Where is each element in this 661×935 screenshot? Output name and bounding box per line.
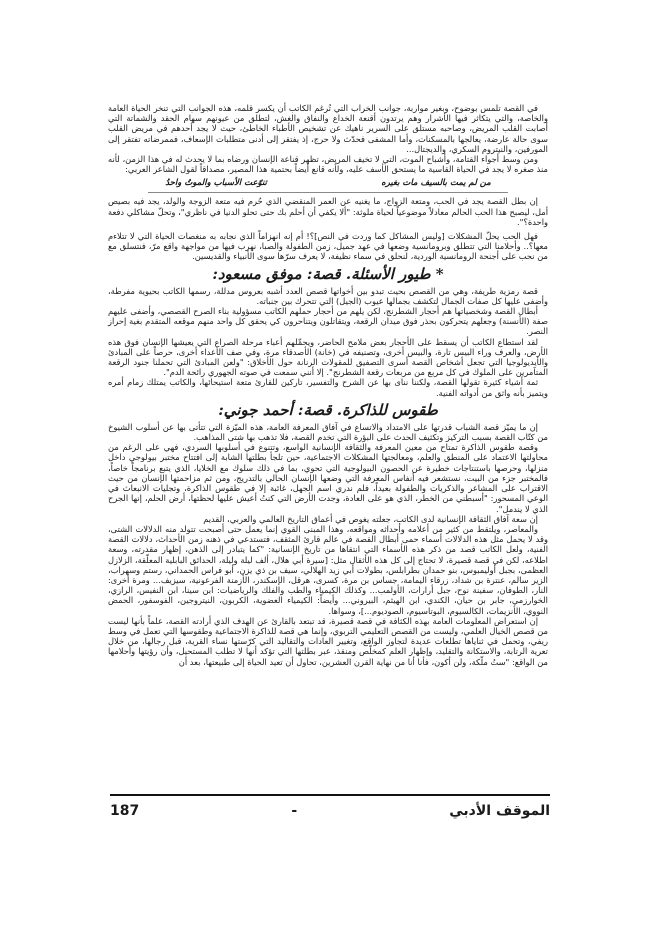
magazine-name: الموقف الأدبي	[449, 803, 550, 819]
paragraph: قصة رمزية طريفة، وهي من القصص بحيث تبدو بين أخواتها قصص العدد أشبه بعروس مدللة، رسمها الكاتب بحيوية مفرطة، وأضفى عليها كل صفات الجمال لتكشف بجمالها عيوب (الجيل) التي تتحرك بين جنباته.	[108, 285, 548, 306]
poem-verse	[108, 178, 548, 188]
paragraph: إن ما يميّز قصة الشباب قدرتها على الامتداد والاتساع في آفاق المعرفة العامة، هذه الميّزة التي تتأتى بها عن أسلوب الشيوخ من كتّاب القصة بسبب التركيز وتكثيف الحدث على البؤرة التي تخدم القصة، فلا تذهب بها شتى المذاهب.	[108, 421, 548, 443]
paragraph: إن بطل القصة يجد في الحب، ومتعة الزواج، ما يغنيه عن العمر المنقضي الذي حُرم فيه متعة الزوجة والولد، يجد فيه بصيص أمل، ليصبح هذا الحب الحالم معادلاً موضوعياً لحياة ملوثة: "ألا يكفي أن أحلم بك حتى تحلو الدنيا في ناظري"، وتحلّ مشاكلي دفعة واحدة؟".	[108, 196, 548, 227]
paragraph: أبطال القصة وشخصياتها هم أحجار الشطرنج، لكن يلهم من أحجار حملهم الكاتب مسؤولية بناء الصرح القصصي، وأضفى عليهم صفة (الأنسنة) وجعلهم يتحركون بحذر فوق ميدان الرقعة، ويتقاتلون ويتناحرون كي يحقق كل واحد منهم موقعه المتقدم بغية إحراز النصر.	[108, 306, 548, 337]
page-footer	[110, 794, 550, 824]
footer-separator: -	[291, 803, 298, 819]
paragraph: وقصة طقوس الذاكرة تمتاح من معين المعرفة والثقافة الإنسانية الواسع، وتتنوع في أسلوبها السردي، فهي على الرغم من محاولتها الاعتماد على المنطق والعلم، ومعالجتها المشكلات الاجتماعية، حين تلجأ بطلتها الشابة إلى افتتاح مختبر بيولوجي داخل منزلها، وحرصها باستنتاجات خطيرة عن الحصون البيولوجية التي تحوي، بما في ذلك سلوك مع الخلايا، الذي يتبع برنامجاً خاصاً، فالمختبر جزء من البيت، نستشعر فيه أنفاس المعرفة التي وضعها الإنسان الحالي بالتدريج، ومن ثم مزاحمتها الإنسان من حيث الاقتراب على المشاعر والذكريات والطفولة بعيداً، فلم ندري اسم الجهل، غائبة إلا في طقوس الذاكرة، وتجليات الانبعاث في الوعي المسحور: "أسبطني من الخطر، الذي هو على العادة، وجدت الأرض التي كنتُ أعيش عليها لحظتها، أرض الحلم، إنها الجرح الذي لا يندمل".	[108, 442, 548, 514]
paragraph: في القصة تلمس بوضوح، وبغير مواربة، جوانب الخراب التي تُرغم الكاتب أن يكسر قلمه، هذه الجوانب التي تنخر الحياة العامة والخاصة، والتي يتكاثر فيها الأشرار وهم يرتدون أقنعة الخداع والنفاق والغش، لتطلق من عيونهم سهام الحقد والشماتة التي أصابت القلب المريض، وصاحبه مستلق على السرير ناهيك عن تشخيص الأطباء الخاطئ، حيث لا يجد أحدهم في مريض القلب سوى حالة عارضة، يعالجها بالمسكنات، وأما المشفى فحدّث ولا حرج، إذ يفتقر إلى أدنى متطلبات الإسعاف، فممرضاته تفتقر إلى المورفين، والنيتروم السكري، والديجتال...	[108, 103, 548, 154]
paragraph: لقد استطاع الكاتب أن يسقط على الأحجار بعض ملامح الحاضر، ويحمِّلهم أعباء مرحلة الصراع التي يعيشها الإنسان فوق هذه الأرض، والعرف وراء البيس تارة، والبيس أخرى، وتصنيفه في (خانة) الأصدقاء مرة، وفي صف الأعداء أخرى، حرصاً على المبادئ والأيديولوجيا التي تجعل أشخاص القصة أسرى التصفيق للمقولات الرنانة حول الأخلاق: "ولعن المبادئ التي تحملنا جنود الرقعة المتآمرين على الملوك في كل مربع من مربعات رقعة الشطرنج". إلا أنني سمعت في صوته الجهوري رائحة الدم".	[108, 336, 548, 378]
verse-left: تنوّعت الأسباب والموتُ واحدُ	[165, 178, 267, 189]
page-number: 187	[110, 803, 140, 819]
verse-right: من لم يمت بالسيف مات بغيره	[381, 178, 491, 189]
story-title: * طيور الأسئلة. قصة: موفق مسعود:	[212, 264, 444, 283]
paragraph: ثمة أشياء كثيرة تقولها القصة، ولكننا نناى بها عن الشرح والتفسير، تاركين للقارئ متعة استيحائها، والكاتب يمتلك زمام أمره ويتميز بأنه واثق من أدواته الفنية.	[108, 377, 548, 398]
paragraph: ومن وسط أجواء القتامة، وأشباح الموت، التي لا تخيف المريض، تظهر قناعة الإنسان ورضاه بما لا يحدث له في هذا الزمن، لأنه منذ صغره لا يجد في الحياة القاسية ما يستحق الأسف عليه، ولأنه قانع أيضاً بحتمية هذا المصير، مصداقاً لقول الشاعر العربي:	[108, 154, 548, 175]
paragraph: والمعاصر، ويلتقط من كثير من أعلامه وأحداثه ومواقعه، وهذا المبنى القوي إنما يعمل حتى أصبحت تتولد منه الدلالات الشتى، وقد لا يحمل مثل هذه الدلالات أسماء حمى أبطال القصة في عالم قارئ المثقف، فتستدعي في ذهنه زمن الأحداث، دلالات القصة الفنية، ولعل الكاتب قصد من ذكر هذه الأسماء التي انتقاها من تاريخ الإنسانية: "كما يتبادر إلى الذهن، إظهار مقدرته، وسعة اطلاعه، لكن في قصة قصيرة، لا تحتاج إلى كل هذه الأثقال مثل: [سيرة أبي هلال، ألف ليلة وليلة، الحدائق البابلية المعلّقة، الزلازل العظمى، بجبل أوليمبوس، بنو حمدان بطرابلس، بطولات أبي زيد الهلالي، سيف بن ذي يزن، أبو فراس الحمداني، رستم وسهراب، الزير سالم، عنترة بن شداد، زرقاء اليمامة، جساس بن مرة، كسرى، هرقل، الإسكندر، الأزمنة الفرعونية، سيزيف... ومرة أخرى: النار، الطوفان، سفينة نوح، جبل أرارات، الأولمب... وكذلك الكيمياء والطب والفلك والرياضيات: ابن سينا، ابن النفيس، الرازي، الخوارزمي، جابر بن حيان، الكندي، ابن الهيثم، البيروني... وأيضاً: الكيمياء العضوية، الكربون، النيتروجين، الفوسفور، الحمض النووي، الأنزيمات، الكالسيوم، البوتاسيوم، الصوديوم...]، وسواها.	[108, 523, 548, 616]
paragraph: إن استعراض المعلومات العامة بهذه الكثافة في قصة قصيرة، قد تبتعد بالقارئ عن الهدف الذي أرادته القصة، علماً بأنها ليست من قصص الخيال العلمي، وليست من القصص التعليمي التربوي، وإنما هي قصة للذاكرة الاجتماعية وطقوسها التي تعمل في وسط ريفي، وتحمل في ثناياها تطلعات عديدة لتجاوز الواقع، وتغيير العادات والتقاليد التي كرّستها نساء القرية، قبل رجالها، من خلال تعرية الرتابة، والاستكانة والتقليد، وإظهار العلم كمخلّص ومنقذ، عبر بطلتها التي تؤكد أنها لا تطلب المستحيل، وأن رؤيتها وأحلامها من الواقع: "ستُ ملّكة، ولن أكون، فأنا أنا من نهاية القرن العشرين، تحاول أن تعيد الحياة إلى طبيعتها، بعد أن	[108, 615, 548, 667]
paragraph: فهل الحب يحلّ المشكلات [وليس المشاكل كما وردت في النص]؟! أم إنه انهزاماً الذي نجابه به منغصات الحياة التي لا تتلاءم معها؟.. وأحلامنا التي تتطلق وبرومانسية وضعها في عهد جميل، زمن الطفولة والصبا، نهرب فيها من مواجهة واقع مرّ، فنتسلق مع من نحب على أجنحة الرومانسية الوردية، لنحلق في سماء نظيفة، لا يعرف سرّها سوى الأنبياء والقديسين.	[108, 231, 548, 262]
paragraph: إن سعة آفاق الثقافة الإنسانية لدى الكاتب، جعلته يغوص في أعماق التاريخ العالمي والعربي، القديم	[203, 513, 538, 524]
article-page	[108, 103, 548, 838]
divider	[148, 192, 508, 193]
story-title: طقوس للذاكرة. قصة: أحمد جوني:	[218, 400, 438, 419]
